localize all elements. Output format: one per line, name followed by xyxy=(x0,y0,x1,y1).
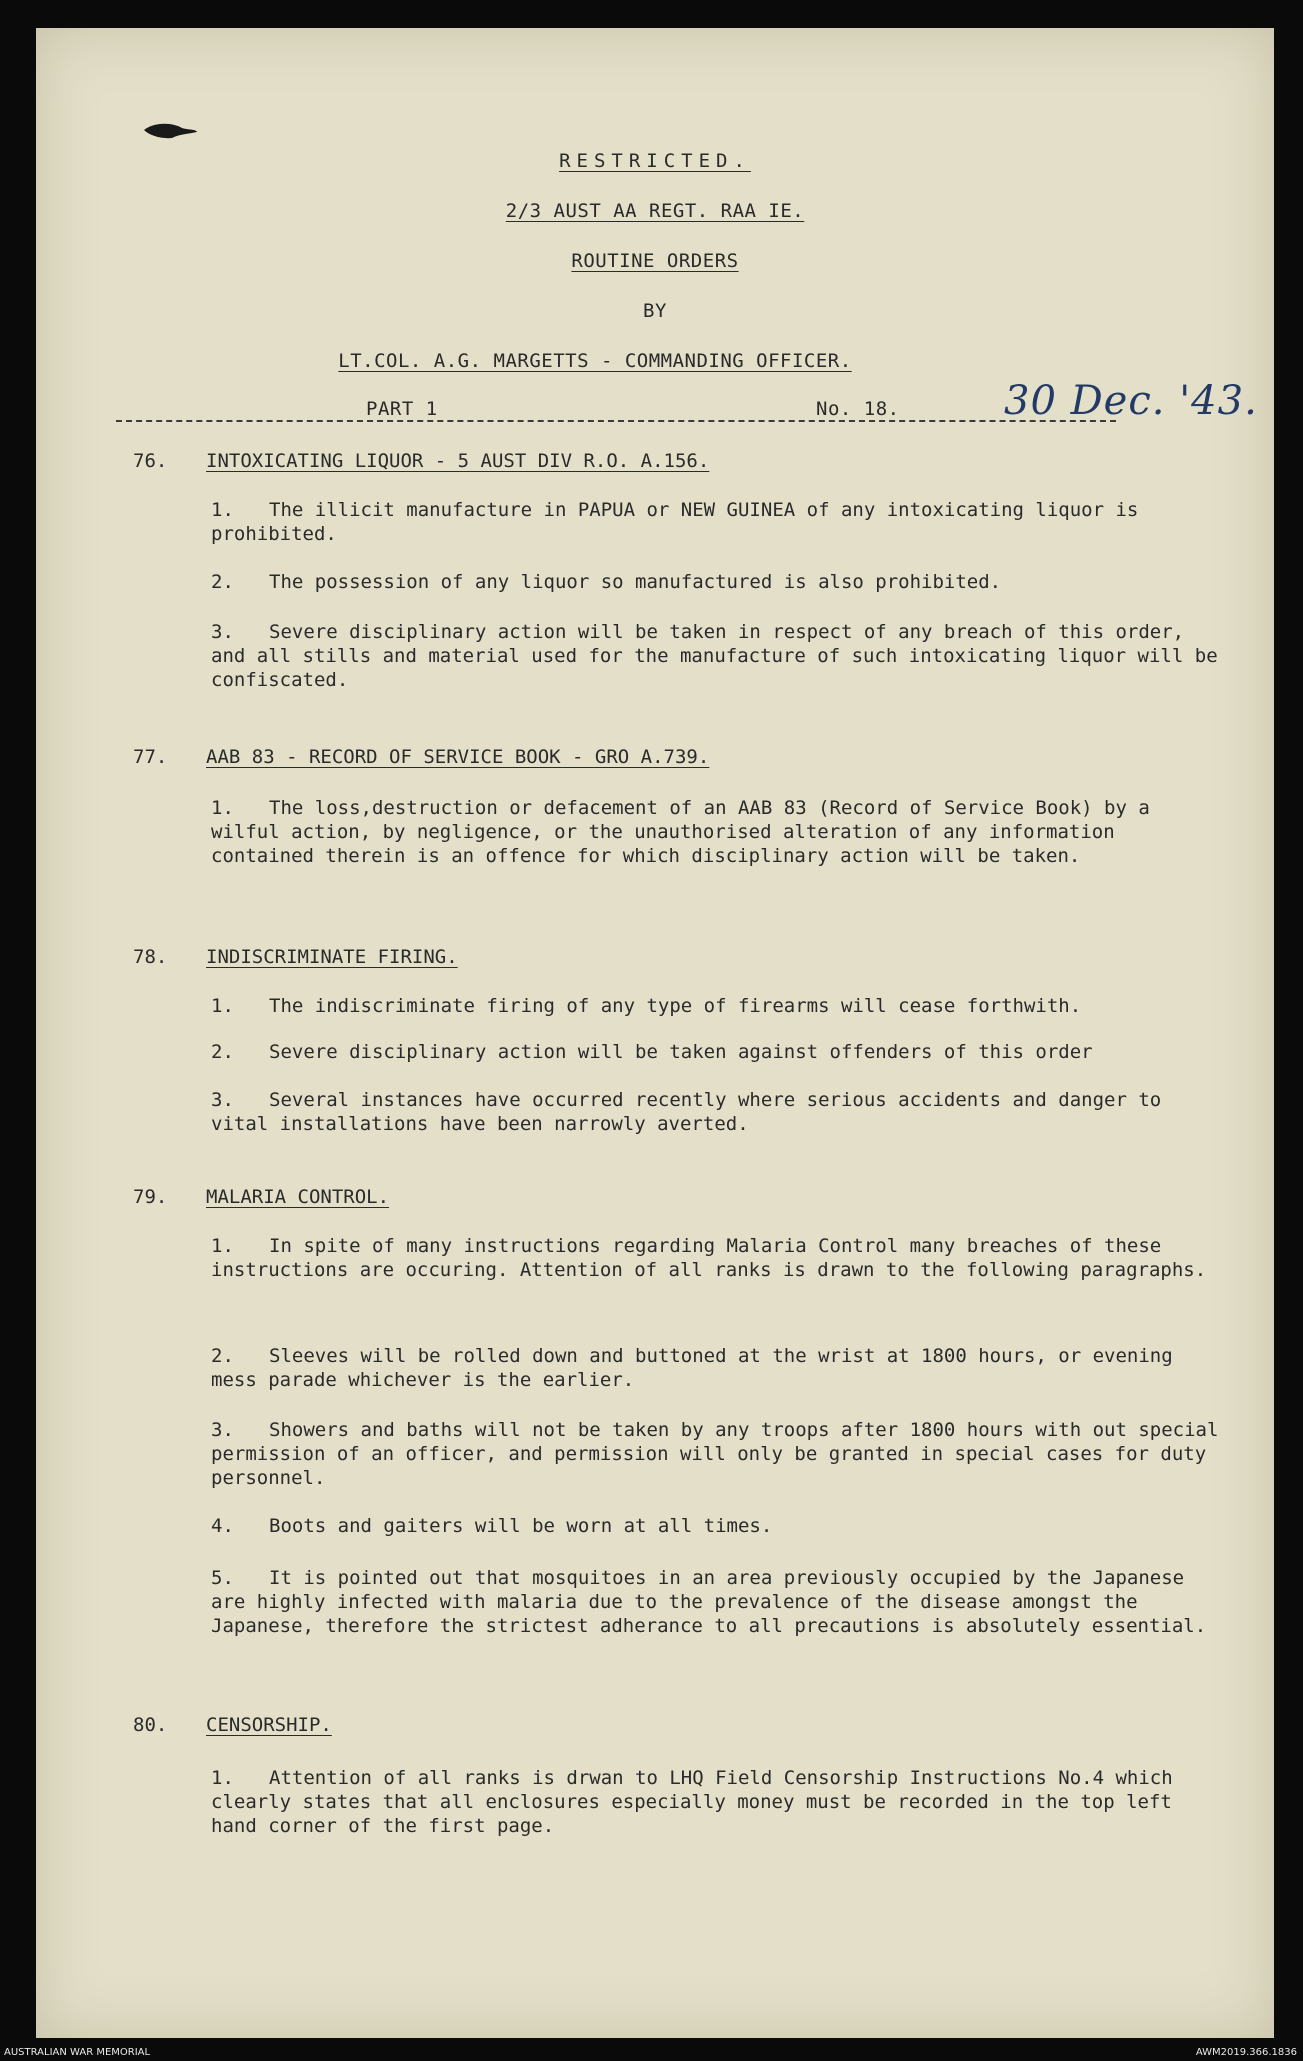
handwritten-date: 30 Dec. '43. xyxy=(1004,378,1258,424)
part-label: PART 1 xyxy=(366,398,438,420)
order-heading-76: INTOXICATING LIQUOR - 5 AUST DIV R.O. A.156. xyxy=(206,450,710,472)
order-76-paragraph-1: 1. The illicit manufacture in PAPUA or NEW GUINEA of any intoxicating liquor is prohibited. xyxy=(211,499,1139,545)
order-78-paragraph-3: 3. Several instances have occurred recently where serious accidents and danger to vital installations have been narrowly averted. xyxy=(211,1089,1162,1135)
order-78-paragraph-2: 2. Severe disciplinary action will be taken against offenders of this order xyxy=(211,1041,1093,1063)
order-79-paragraph-1: 1. In spite of many instructions regarding Malaria Control many breaches of these instructions are occuring. Attention of all ranks is drawn to the following paragraphs. xyxy=(211,1235,1207,1281)
order-number-79: 79. xyxy=(133,1186,168,1208)
footer-accession-number: AWM2019.366.1836 xyxy=(1195,2047,1297,2058)
order-79-paragraph-2: 2. Sleeves will be rolled down and buttoned at the wrist at 1800 hours, or evening mess parade whichever is the earlier. xyxy=(211,1345,1173,1391)
unit-heading: 2/3 AUST AA REGT. RAA IE. xyxy=(505,200,805,222)
archive-footer xyxy=(0,2045,1303,2061)
order-79-paragraph-3: 3. Showers and baths will not be taken by any troops after 1800 hours with out special permission of an officer, and permission will only be granted in special cases for duty personnel. xyxy=(211,1419,1219,1489)
order-76-paragraph-3: 3. Severe disciplinary action will be taken in respect of any breach of this order, and all stills and material used for the manufacture of such intoxicating liquor will be confiscated. xyxy=(211,621,1218,691)
order-number: No. 18. xyxy=(816,398,900,420)
order-77-paragraph-1: 1. The loss,destruction or defacement of an AAB 83 (Record of Service Book) by a wilful action, by negligence, or the unauthorised alteration of any information contained therein is an offence for which disciplinary action will be taken. xyxy=(211,797,1150,867)
order-79-paragraph-5: 5. It is pointed out that mosquitoes in an area previously occupied by the Japanese are highly infected with malaria due to the prevalence of the disease amongst the Japanese, therefore the strictest adherance to all precautions is absolutely essential. xyxy=(211,1567,1207,1637)
order-80-paragraph-1: 1. Attention of all ranks is drwan to LHQ Field Censorship Instructions No.4 which clearly states that all enclosures especially money must be recorded in the top left hand corner of the first page. xyxy=(211,1767,1173,1837)
order-heading-79: MALARIA CONTROL. xyxy=(206,1186,390,1208)
ink-blot-mark xyxy=(142,120,198,140)
footer-institution: AUSTRALIAN WAR MEMORIAL xyxy=(4,2047,151,2058)
order-76-paragraph-2: 2. The possession of any liquor so manufactured is also prohibited. xyxy=(211,571,1002,593)
order-number-78: 78. xyxy=(133,946,168,968)
order-number-77: 77. xyxy=(133,746,168,768)
by-line: BY xyxy=(643,300,667,322)
order-heading-80: CENSORSHIP. xyxy=(206,1714,332,1736)
classification-heading: RESTRICTED. xyxy=(559,150,751,172)
order-number-80: 80. xyxy=(133,1714,168,1736)
document-title: ROUTINE ORDERS xyxy=(571,250,739,272)
header-divider xyxy=(116,420,1116,422)
order-79-paragraph-4: 4. Boots and gaiters will be worn at all times. xyxy=(211,1515,773,1537)
order-78-paragraph-1: 1. The indiscriminate firing of any type of firearms will cease forthwith. xyxy=(211,995,1082,1017)
commanding-officer: LT.COL. A.G. MARGETTS - COMMANDING OFFICER. xyxy=(338,350,852,372)
order-heading-78: INDISCRIMINATE FIRING. xyxy=(206,946,458,968)
order-number-76: 76. xyxy=(133,450,168,472)
order-heading-77: AAB 83 - RECORD OF SERVICE BOOK - GRO A.739. xyxy=(206,746,710,768)
document-page xyxy=(36,28,1274,2038)
